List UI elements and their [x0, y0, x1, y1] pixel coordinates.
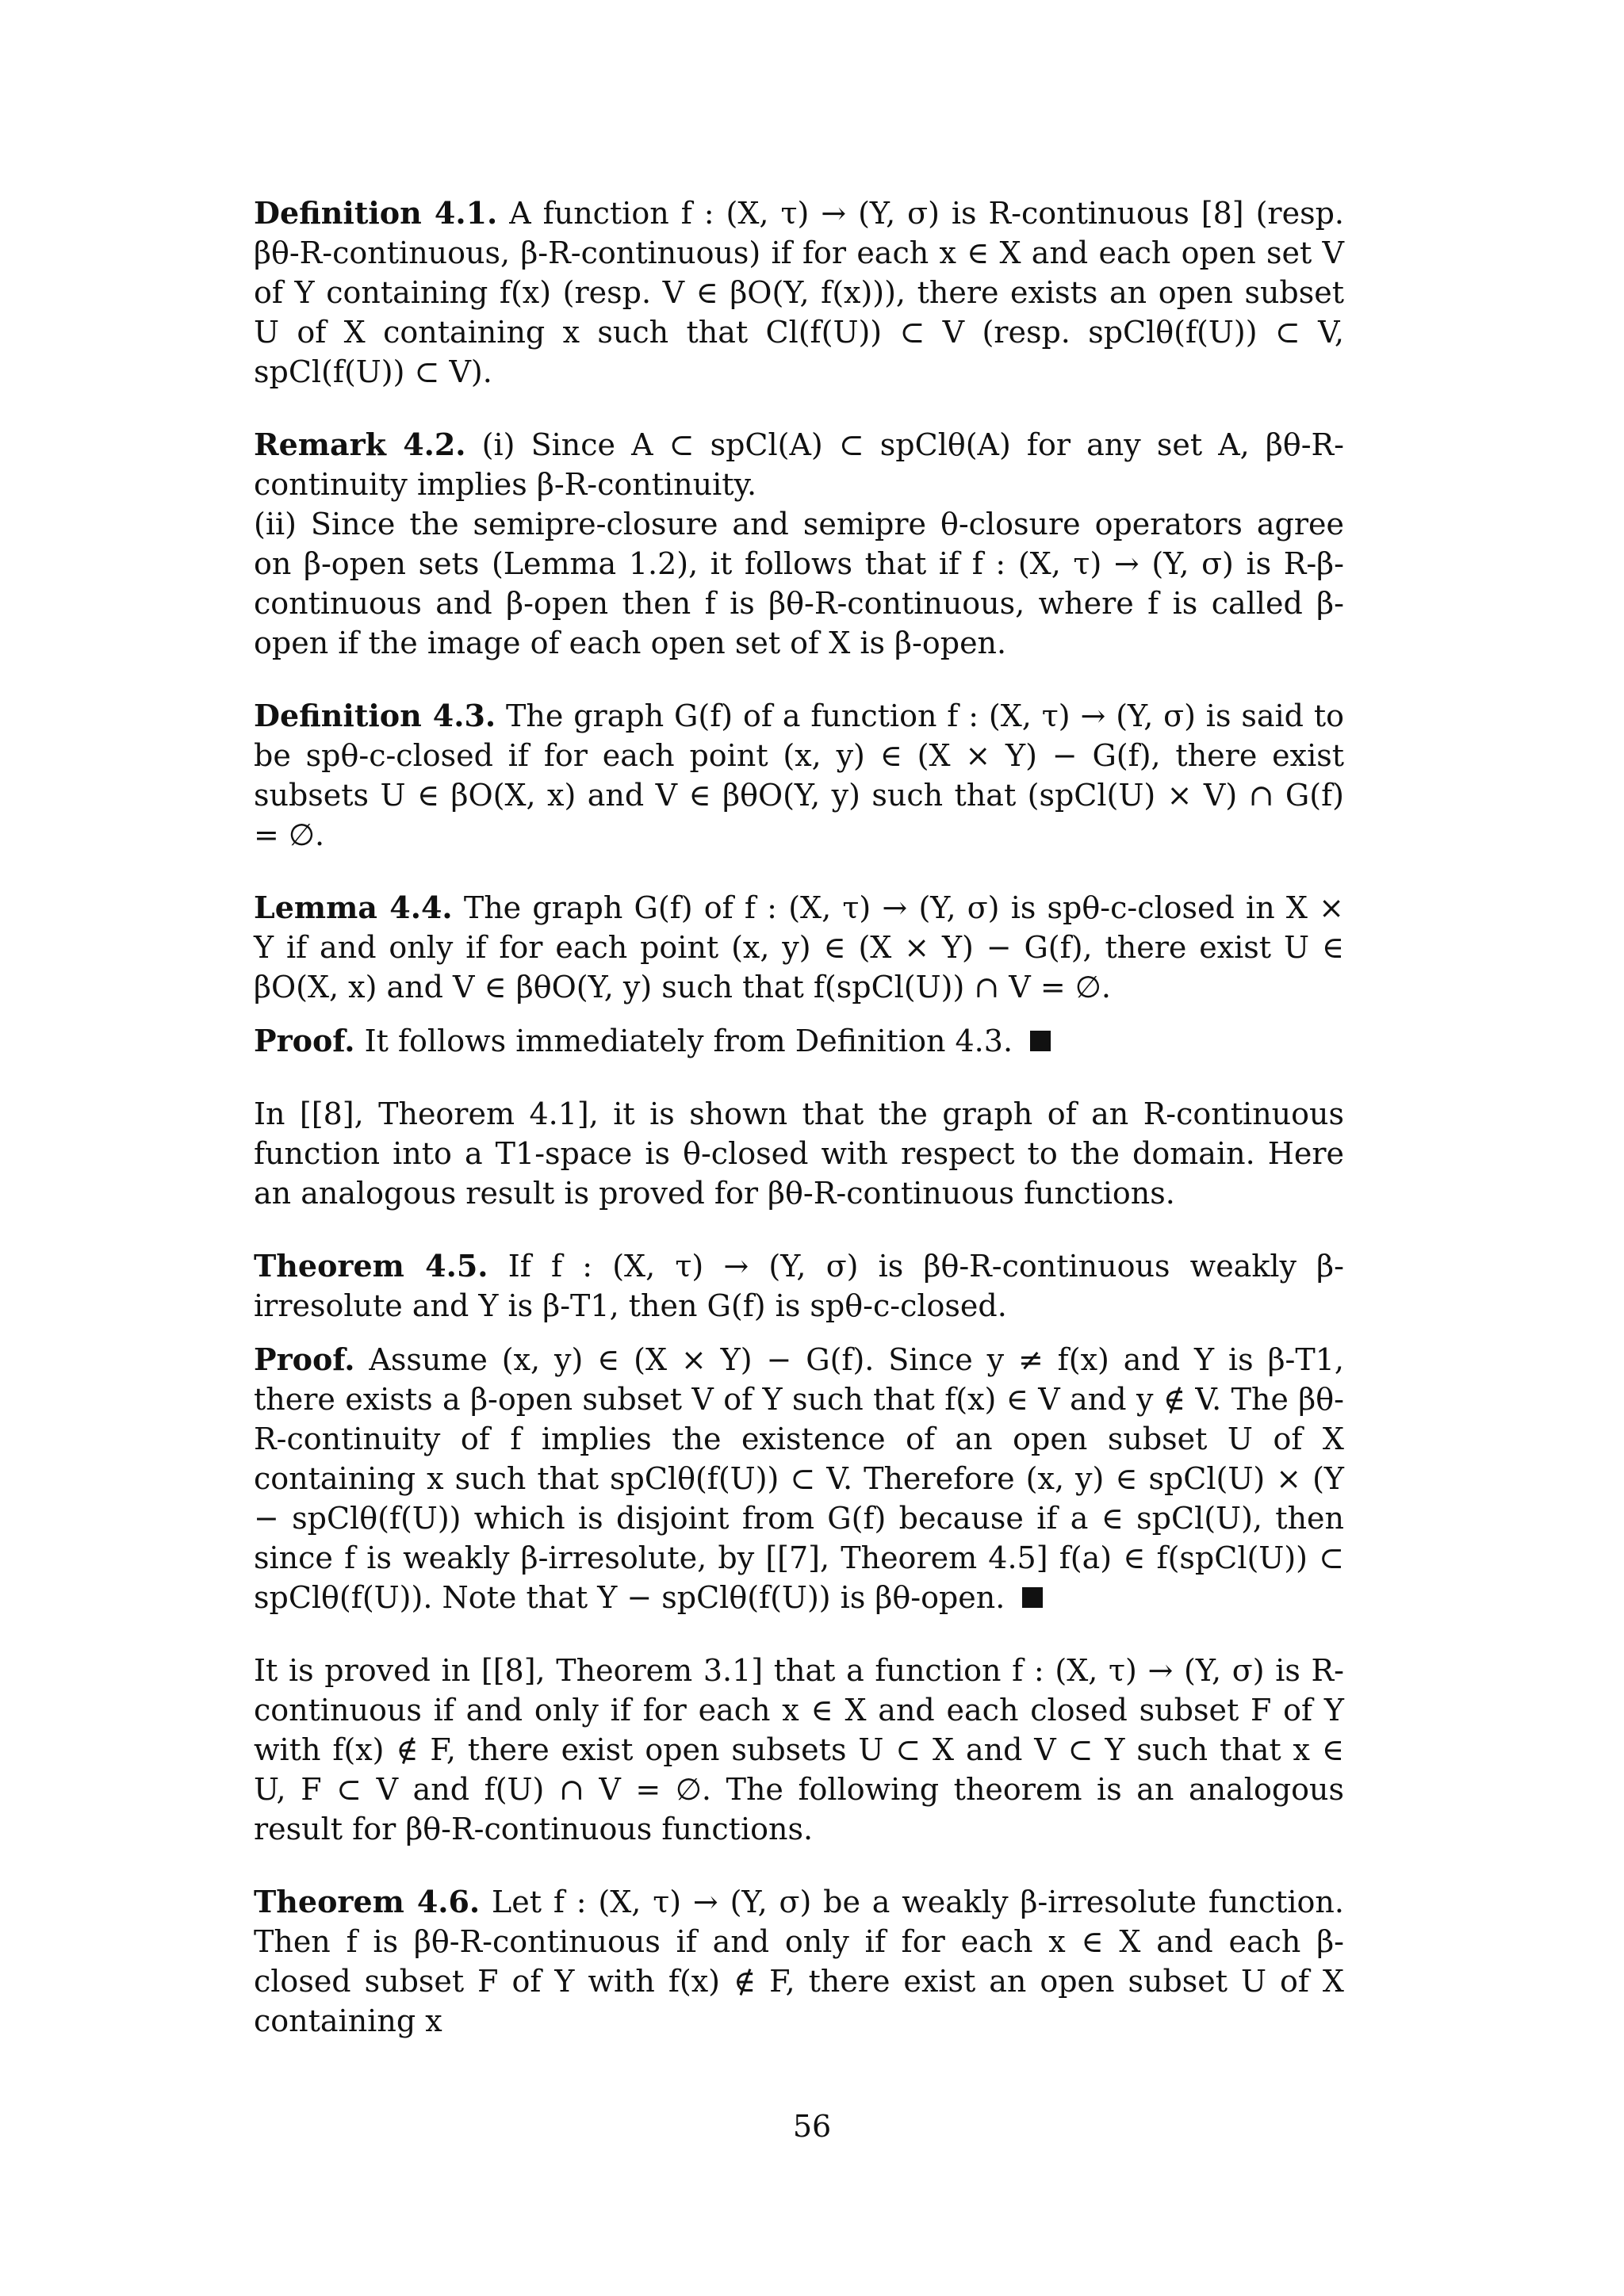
paragraph-theorem-3-1-reference [254, 1651, 1344, 1849]
remark-4-2-head: Remark 4.2. [254, 427, 466, 462]
lemma-4-4-text: The graph G(f) of f : (X, τ) → (Y, σ) is spθ-c-closed in X × Y if and only if for each point (x, y) ∈ (X × Y) − G(f), there exist U ∈ βO(X, x) and V ∈ βθO(Y, y) such that f(spCl(U)) ∩ V = ∅. [254, 890, 1344, 1004]
theorem-4-6 [254, 1882, 1344, 2041]
theorem-4-5 [254, 1246, 1344, 1326]
page-number: 56 [792, 2109, 832, 2144]
qed-square-icon [1022, 1587, 1043, 1608]
proof-text: Assume (x, y) ∈ (X × Y) − G(f). Since y ≠ f(x) and Y is β-T1, there exists a β-open subset V of Y such that f(x) ∈ V and y ∉ V. The βθ-R-continuity of f implies the existence of an open subset U of X containing x such that spClθ(f(U)) ⊂ V. Therefore (x, y) ∈ spCl(U) × (Y − spClθ(f(U)) which is disjoint from G(f) because if a ∈ spCl(U), then since f is weakly β-irresolute, by [[7], Theorem 4.5] f(a) ∈ f(spCl(U)) ⊂ spClθ(f(U)). Note that Y − spClθ(f(U)) is βθ-open. [254, 1342, 1344, 1615]
proof-lemma-4-4 [254, 1021, 1344, 1061]
definition-4-1-text: A function f : (X, τ) → (Y, σ) is R-continuous [8] (resp. βθ-R-continuous, β-R-continuous) if for each x ∈ X and each open set V of Y containing f(x) (resp. V ∈ βO(Y, f(x))), there exists an open subset U of X containing x such that Cl(f(U)) ⊂ V (resp. spClθ(f(U)) ⊂ V, spCl(f(U)) ⊂ V). [254, 196, 1344, 389]
remark-4-2-text-ii: (ii) Since the semipre-closure and semipre θ-closure operators agree on β-open sets (Lemma 1.2), it follows that if f : (X, τ) → (Y, σ) is R-β-continuous and β-open then f is βθ-R-continuous, where f is called β-open if the image of each open set of X is β-open. [254, 507, 1344, 660]
definition-4-3-head: Definition 4.3. [254, 698, 496, 733]
proof-head: Proof. [254, 1341, 355, 1377]
theorem-4-5-text: If f : (X, τ) → (Y, σ) is βθ-R-continuous weakly β-irresolute and Y is β-T1, then G(f) is spθ-c-closed. [254, 1249, 1344, 1323]
remark-4-2-text-i: (i) Since A ⊂ spCl(A) ⊂ spClθ(A) for any set A, βθ-R-continuity implies β-R-continuity. [254, 427, 1344, 502]
lemma-4-4-head: Lemma 4.4. [254, 890, 453, 925]
proof-head: Proof. [254, 1023, 355, 1058]
remark-4-2 [254, 425, 1344, 663]
definition-4-3 [254, 696, 1344, 855]
paragraph-theorem-4-1-reference [254, 1094, 1344, 1213]
definition-4-3-text: The graph G(f) of a function f : (X, τ) → (Y, σ) is said to be spθ-c-closed if for each point (x, y) ∈ (X × Y) − G(f), there exist subsets U ∈ βO(X, x) and V ∈ βθO(Y, y) such that (spCl(U) × V) ∩ G(f) = ∅. [254, 698, 1344, 852]
proof-text: It follows immediately from Definition 4.3. [364, 1024, 1013, 1058]
theorem-4-6-head: Theorem 4.6. [254, 1884, 481, 1919]
page-body [254, 193, 1344, 2041]
proof-theorem-4-5 [254, 1340, 1344, 1617]
lemma-4-4 [254, 888, 1344, 1007]
definition-4-1-head: Definition 4.1. [254, 195, 498, 231]
qed-square-icon [1030, 1031, 1051, 1051]
definition-4-1 [254, 193, 1344, 392]
paragraph-text: In [[8], Theorem 4.1], it is shown that the graph of an R-continuous function into a T1-space is θ-closed with respect to the domain. Here an analogous result is proved for βθ-R-continuous functions. [254, 1096, 1344, 1211]
theorem-4-6-text: Let f : (X, τ) → (Y, σ) be a weakly β-irresolute function. Then f is βθ-R-continuous if and only if for each x ∈ X and each β-closed subset F of Y with f(x) ∉ F, there exist an open subset U of X containing x [254, 1885, 1344, 2038]
theorem-4-5-head: Theorem 4.5. [254, 1248, 488, 1284]
paragraph-text: It is proved in [[8], Theorem 3.1] that a function f : (X, τ) → (Y, σ) is R-continuous if and only if for each x ∈ X and each closed subset F of Y with f(x) ∉ F, there exist open subsets U ⊂ X and V ⊂ Y such that x ∈ U, F ⊂ V and f(U) ∩ V = ∅. The following theorem is an analogous result for βθ-R-continuous functions. [254, 1653, 1344, 1846]
